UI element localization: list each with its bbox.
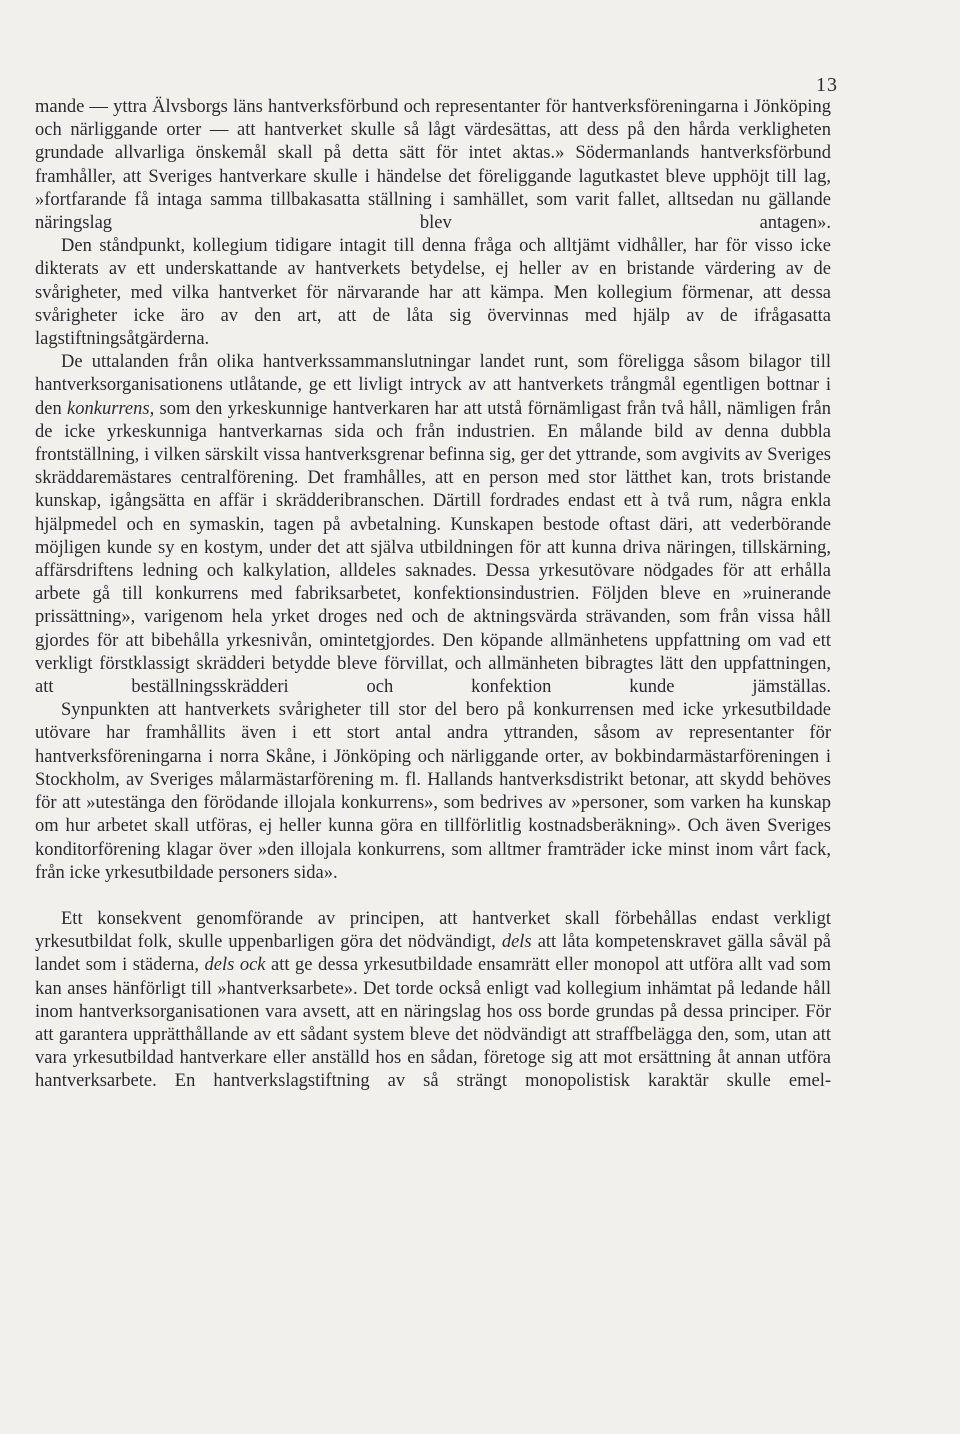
paragraph-5-text-middle: att låta kompetenskravet gälla såväl på landet som i städerna, bbox=[35, 932, 831, 976]
paragraph-3-text-before: De uttalanden från olika hantverkssammanslutningar landet runt, som föreligga såsom bilagor till hantverksorganisationens utlåtande, ge ett livligt intryck av att hantverkets trångmål egentligen bottnar i den bbox=[35, 352, 831, 419]
page-number: 13 bbox=[816, 74, 838, 96]
paragraph-3 bbox=[35, 351, 831, 699]
paragraph-2: Den ståndpunkt, kollegium tidigare intagit till denna fråga och alltjämt vidhåller, har för visso icke dikterats av ett underskattande av hantverkets betydelse, ej heller av en bristande värdering av de svårigheter, med vilka hantverket för närvarande har att kämpa. Men kollegium förmenar, att dessa svårigheter icke äro av den art, att de låta sig övervinnas med hjälp av de ifrågasatta lagstiftningsåtgärderna. bbox=[35, 236, 831, 350]
paragraph-3-text-after: som den yrkeskunnige hantverkaren har att utstå förnämligast från två håll, nämligen från de icke yrkeskunniga hantverkarnas sida och från industrien. En målande bild av denna dubbla frontställning, i vilken särskilt vissa hantverksgrenar befinna sig, ger det yttrande, som avgivits av Sveriges skräddaremästares centralförening. Det framhålles, att en person med stor lätthet kan, trots bristande kunskap, igångsätta en affär i skrädderibranschen. Därtill fordrades endast ett à två rum, några enkla hjälpmedel och en symaskin, tagen på avbetalning. Kunskapen bestode oftast däri, att vederbörande möjligen kunde sy en kostym, under det att själva utbildningen för att kunna driva näringen, tillskärning, affärsdriftens ledning och kalkylation, alldeles saknades. Dessa yrkesutövare nödgades för att erhålla arbete gå till konkurrens med fabriksarbetet, konfektionsindustrien. Följden bleve en »ruinerande prissättning», varigenom hela yrket droges ned och de aktningsvärda strävanden, som från vissa håll gjordes för att bibehålla yrkesnivån, omintetgjordes. Den köpande allmänhetens uppfattning om vad ett verkligt förstklassigt skrädderi betydde bleve förvillat, och allmänheten bibragtes lätt den uppfattningen, att beställningsskrädderi och konfektion kunde jämställas. bbox=[35, 398, 831, 698]
paragraph-5-emphasis-dels: dels bbox=[501, 932, 532, 953]
paragraph-5-text-before: Ett konsekvent genomförande av principen, att hantverket skall förbehållas endast verkligt yrkesutbildat folk, skulle uppenbarligen göra det nödvändigt, bbox=[35, 908, 831, 953]
paragraph-gap bbox=[35, 885, 831, 908]
paragraph-5-emphasis-dels-ock: dels ock bbox=[204, 955, 266, 976]
paragraph-5-text-after: att ge dessa yrkesutbildade ensamrätt eller monopol att utföra allt vad som kan anses hänförligt till »hantverksarbete». Det torde också enligt vad kollegium inhämtat på ledande håll inom hantverksorganisationen vara avsett, att en näringslag hos oss borde grundas på dessa principer. För att garantera upprätthållande av ett sådant system bleve det nödvändigt att straffbelägga den, som, utan att vara yrkesutbildad hantverkare eller anställd hos en sådan, företoge sig att mot ersättning åt annan utföra hantverksarbete. En hantverkslagstiftning av så strängt monopolistisk karaktär skulle emel- bbox=[35, 955, 831, 1092]
paragraph-1: mande — yttra Älvsborgs läns hantverksförbund och representanter för hantverksföreningarna i Jönköping och närliggande orter — att hantverket skulle så lågt värdesättas, att dess på den hårda verkligheten grundade allvarliga önskemål skall på detta sätt för intet aktas.» Södermanlands hantverksförbund framhåller, att Sveriges hantverkare skulle i händelse det föreliggande lagutkastet bleve upphöjt till lag, »fortfarande få intaga samma tillbakasatta ställning i samhället, som varit fallet, alltsedan nu gällande näringslag blev antagen». bbox=[35, 97, 831, 234]
paragraph-4: Synpunkten att hantverkets svårigheter till stor del bero på konkurrensen med icke yrkesutbildade utövare har framhållits även i ett stort antal andra yttranden, såsom av representanter för hantverksföreningarna i norra Skåne, i Jönköping och närliggande orter, av bokbindarmästarföreningen i Stockholm, av Sveriges målarmästarförening m. fl. Hallands hantverksdistrikt betonar, att skydd behöves för att »utestänga den förödande illojala konkurrens», som bedrives av »personer, som varken ha kunskap om hur arbetet skall utföras, ej heller kunna göra en tillförlitlig kostnadsberäkning». Och även Sveriges konditorförening klagar över »den illojala konkurrens, som alltmer framträder icke minst inom vårt fack, från icke yrkesutbildade personers sida». bbox=[35, 700, 831, 883]
body-text bbox=[35, 96, 831, 1094]
paragraph-5 bbox=[35, 908, 831, 1094]
paragraph-3-emphasis: konkurrens, bbox=[67, 398, 155, 419]
